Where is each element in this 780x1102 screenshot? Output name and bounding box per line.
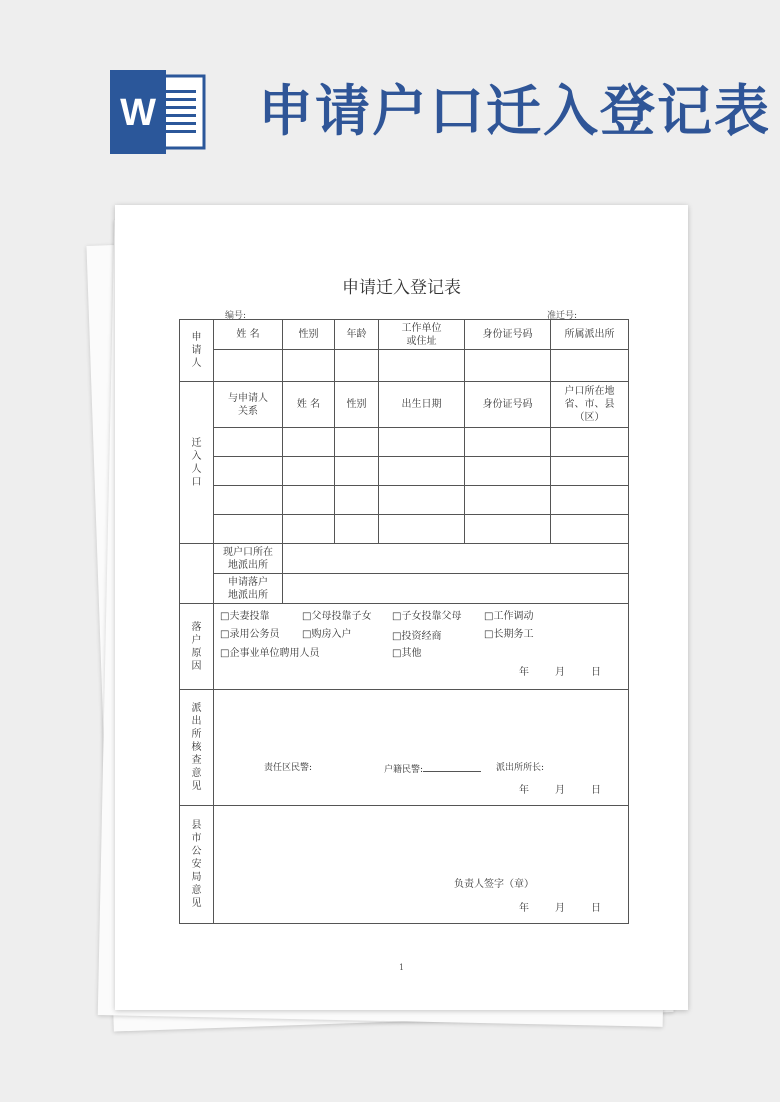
applicant-station-cell[interactable] bbox=[551, 350, 629, 382]
migrant-row bbox=[180, 457, 629, 486]
migrant-cell[interactable] bbox=[214, 515, 283, 544]
banner bbox=[0, 0, 780, 190]
document-page bbox=[115, 205, 688, 1010]
target-station-row bbox=[180, 574, 629, 604]
police-date: 年 月 日 bbox=[519, 785, 601, 796]
form-title: 申请迁入登记表 bbox=[342, 278, 461, 298]
applicant-id-cell[interactable] bbox=[465, 350, 551, 382]
migrant-cell[interactable] bbox=[214, 457, 283, 486]
reason-children-checkbox[interactable]: □子女投靠父母 bbox=[392, 611, 462, 622]
migrant-cell[interactable] bbox=[335, 486, 379, 515]
county-date: 年 月 日 bbox=[519, 903, 601, 914]
migrant-cell[interactable] bbox=[465, 457, 551, 486]
reason-spouse-checkbox[interactable]: □夫妻投靠 bbox=[220, 611, 270, 622]
target-station-label: 申请落户 地派出所 bbox=[214, 574, 283, 604]
reason-house-purchase-checkbox[interactable]: □购房入户 bbox=[302, 629, 352, 640]
header-household-location: 户口所在地 省、市、县 （区） bbox=[551, 382, 629, 428]
banner-title: 申请户口迁入登记表 bbox=[258, 78, 772, 143]
migrants-section-label: 迁 入 人 口 bbox=[180, 382, 214, 544]
migrant-cell[interactable] bbox=[214, 486, 283, 515]
reason-row bbox=[180, 604, 629, 690]
word-icon-letter: W bbox=[120, 92, 156, 134]
registrar-signature: 户籍民警: bbox=[384, 762, 481, 777]
reason-parents-checkbox[interactable]: □父母投靠子女 bbox=[302, 611, 372, 622]
migrant-cell[interactable] bbox=[283, 457, 335, 486]
police-opinion-row bbox=[180, 690, 629, 806]
reason-employment-checkbox[interactable]: □企事业单位聘用人员 bbox=[220, 648, 320, 659]
county-section-label: 县 市 公 安 局 意 见 bbox=[180, 806, 214, 924]
migrant-cell[interactable] bbox=[551, 486, 629, 515]
reason-transfer-checkbox[interactable]: □工作调动 bbox=[484, 611, 534, 622]
migrant-header-row bbox=[180, 382, 629, 428]
current-station-label: 现户口所在 地派出所 bbox=[214, 544, 283, 574]
blank-left-cell bbox=[180, 544, 214, 574]
applicant-age-cell[interactable] bbox=[335, 350, 379, 382]
reason-date: 年 月 日 bbox=[519, 667, 601, 678]
police-section-label: 派 出 所 核 查 意 见 bbox=[180, 690, 214, 806]
header-migrant-name: 姓 名 bbox=[283, 382, 335, 428]
target-station-value[interactable] bbox=[283, 574, 629, 604]
reason-investment-checkbox[interactable]: □投资经商 bbox=[392, 631, 442, 642]
current-station-row bbox=[180, 544, 629, 574]
applicant-header-row bbox=[180, 320, 629, 350]
migrant-cell[interactable] bbox=[335, 428, 379, 457]
reason-section-label: 落 户 原 因 bbox=[180, 604, 214, 690]
header-id-number: 身份证号码 bbox=[465, 320, 551, 350]
blank-left-cell bbox=[180, 574, 214, 604]
page-number: 1 bbox=[398, 963, 405, 972]
migrant-cell[interactable] bbox=[283, 428, 335, 457]
migrant-cell[interactable] bbox=[214, 428, 283, 457]
migrant-cell[interactable] bbox=[379, 486, 465, 515]
reason-other-checkbox[interactable]: □其他 bbox=[392, 648, 422, 659]
migrant-cell[interactable] bbox=[335, 515, 379, 544]
header-birth-date: 出生日期 bbox=[379, 382, 465, 428]
county-opinion-cell[interactable] bbox=[214, 806, 629, 924]
migrant-row bbox=[180, 515, 629, 544]
police-opinion-cell[interactable] bbox=[214, 690, 629, 806]
applicant-gender-cell[interactable] bbox=[283, 350, 335, 382]
header-relationship: 与申请人 关系 bbox=[214, 382, 283, 428]
chief-label: 派出所所长: bbox=[496, 763, 545, 773]
migrant-cell[interactable] bbox=[551, 428, 629, 457]
header-name: 姓 名 bbox=[214, 320, 283, 350]
migrant-cell[interactable] bbox=[465, 515, 551, 544]
migrant-row bbox=[180, 486, 629, 515]
applicant-section-label: 申 请 人 bbox=[180, 320, 214, 382]
migrant-cell[interactable] bbox=[335, 457, 379, 486]
migrant-cell[interactable] bbox=[465, 428, 551, 457]
header-age: 年龄 bbox=[335, 320, 379, 350]
reason-civil-servant-checkbox[interactable]: □录用公务员 bbox=[220, 629, 280, 640]
migrant-cell[interactable] bbox=[551, 457, 629, 486]
migrant-row bbox=[180, 428, 629, 457]
migrant-cell[interactable] bbox=[379, 428, 465, 457]
registration-table bbox=[179, 319, 629, 924]
number-label: 编号: bbox=[225, 311, 247, 321]
header-migrant-id: 身份证号码 bbox=[465, 382, 551, 428]
header-migrant-gender: 性别 bbox=[335, 382, 379, 428]
header-workplace: 工作单位 或住址 bbox=[379, 320, 465, 350]
county-opinion-row bbox=[180, 806, 629, 924]
reason-cell bbox=[214, 604, 629, 690]
migrant-cell[interactable] bbox=[283, 486, 335, 515]
word-document-icon bbox=[110, 70, 206, 154]
applicant-workplace-cell[interactable] bbox=[379, 350, 465, 382]
permit-number-label: 准迁号: bbox=[547, 311, 578, 321]
signature-label: 负责人签字（章） bbox=[454, 879, 534, 890]
header-gender: 性别 bbox=[283, 320, 335, 350]
applicant-name-cell[interactable] bbox=[214, 350, 283, 382]
migrant-cell[interactable] bbox=[551, 515, 629, 544]
officer-label: 责任区民警: bbox=[264, 763, 313, 773]
migrant-cell[interactable] bbox=[379, 515, 465, 544]
reason-long-term-work-checkbox[interactable]: □长期务工 bbox=[484, 629, 534, 640]
migrant-cell[interactable] bbox=[379, 457, 465, 486]
migrant-cell[interactable] bbox=[283, 515, 335, 544]
migrant-cell[interactable] bbox=[465, 486, 551, 515]
current-station-value[interactable] bbox=[283, 544, 629, 574]
applicant-data-row bbox=[180, 350, 629, 382]
header-police-station: 所属派出所 bbox=[551, 320, 629, 350]
